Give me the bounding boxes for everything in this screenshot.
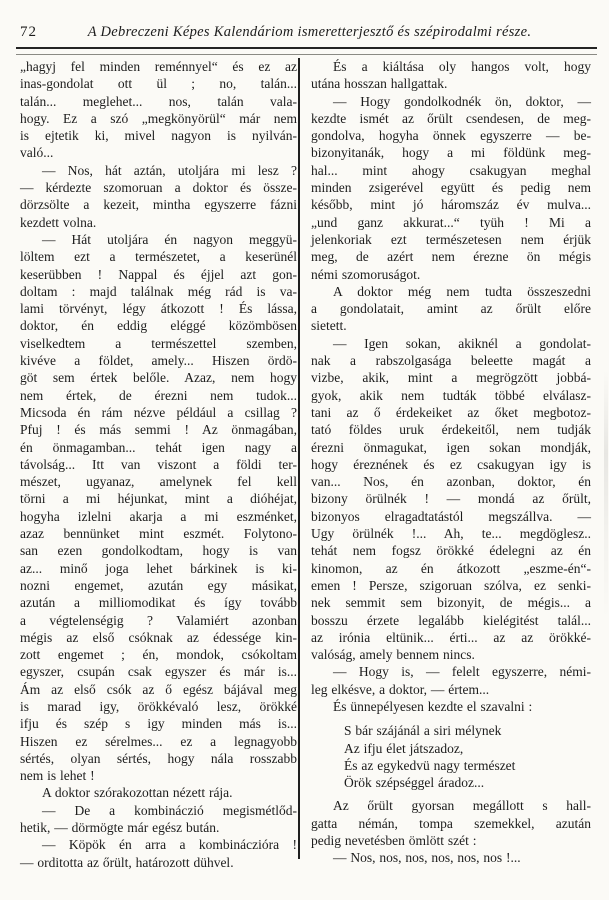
text-line: utána hosszan hallgattak. (311, 76, 448, 92)
text-line: hogy éreznének és ez csakugyan igy is (311, 456, 591, 472)
text-line: A doktor még nem tudta összeszedni (333, 283, 591, 299)
right-column (300, 58, 591, 867)
text-line: löltem ezt a természetet, a keserünél (20, 249, 297, 265)
text-line: törni a mi héjunkat, mint a dióhéjat, (20, 491, 297, 507)
text-line: távolság... Itt van viszont a földi ter- (20, 456, 297, 472)
text-line: zott engemet ; én, mondok, csókoltam (20, 647, 297, 663)
text-line: doktor, én eddig eléggé közömbösen (20, 318, 297, 334)
text-columns (20, 58, 593, 871)
text-line: való... (20, 145, 54, 161)
text-line: nak a rabszolgasága beleette magát a (311, 353, 591, 369)
text-line: a gondolatait, amint az őrült előre (311, 301, 591, 317)
text-line: is marad igy, örökkévaló lesz, örökké (20, 698, 297, 714)
text-line: inas-gondolat ott ül ; no, talán... (20, 76, 297, 92)
paragraph (311, 58, 591, 93)
text-line: sietett. (311, 318, 347, 334)
text-line: nem is lehet ! (20, 768, 95, 784)
text-line: Hiszen ez sérelmes... ez a legnagyobb (20, 733, 297, 749)
text-line: minden zsigerével együtt és pedig nem (311, 180, 591, 196)
text-line: — Hogy gondolkodnék ön, doktor, — (333, 93, 591, 109)
text-line: mégis az első csóknak az édessége kin- (20, 629, 297, 645)
text-line: gyok, akik nem tudták többé elválasz- (311, 387, 591, 403)
text-line: bosszu érzete legalább kielégitést talál... (311, 612, 591, 628)
text-line: viselkedtem a természettel szemben, (20, 335, 297, 351)
paragraph (311, 797, 591, 849)
text-line: bizonyitanák, hogy a mi földünk meg- (311, 145, 591, 161)
text-line: később, mint jó háromszáz év mulva... (311, 197, 591, 213)
text-line: hogy. Ez a szó „megkönyörül“ már nem (20, 110, 297, 126)
text-line: gondolva, hogyha önnek egyszerre — be- (311, 128, 591, 144)
paragraph (20, 784, 297, 801)
text-line: Ám az első csók az ő egész bájával meg (20, 681, 297, 697)
text-line: — Nos, hát aztán, utoljára mi lesz ? (42, 162, 297, 178)
text-line: Pfuj ! és más semmi ! Az önmagában, (20, 422, 297, 438)
text-line: És a kiáltása oly hangos volt, hogy (333, 59, 591, 74)
paragraph (311, 335, 591, 664)
page-number: 72 (20, 24, 37, 40)
paragraph (20, 836, 297, 871)
text-line: a végtelenségig ? Valamiért azonban (20, 612, 297, 628)
text-line: — De a kombináczió megismétlőd- (42, 802, 297, 818)
running-title: A Debreczeni Képes Kalendáriom ismeretterjesztő és szépirodalmi része. (87, 24, 532, 40)
text-line: meg, de azért nem érezne ön mégis (311, 249, 591, 265)
text-line: — kérdezte szomoruan a doktor és össze- (20, 180, 297, 196)
text-line: S bár szájánál a siri mélynek (344, 723, 502, 739)
text-line: ifju és szép s igy minden más is... (20, 716, 297, 732)
text-line: bizonyos elragadtatástól megszállva. — (311, 508, 591, 524)
text-line: „und ganz akkurat...“ tyüh ! Mi a (311, 214, 591, 230)
text-line: — orditotta az őrült, határozott dühvel. (20, 854, 234, 870)
text-line: Az ifju élet játszadoz, (344, 740, 464, 756)
text-line: azaz bennünket mint eszmét. Folytono- (20, 526, 297, 542)
text-line: talán... meglehet... nos, talán vala- (20, 93, 297, 109)
text-line: sértés, olyan sértés, hogy nála rosszabb (20, 750, 297, 766)
text-line: tani az ő érdekeiket az őket megbotoz- (311, 404, 591, 420)
text-line: san ezen gondolkodtam, hogy is van (20, 543, 297, 559)
paragraph (20, 802, 297, 837)
text-line: — Köpök én arra a kombináczióra ! (42, 837, 297, 853)
text-line: És ünnepélyesen kezdte el szavalni : (333, 698, 533, 714)
text-line: emen ! Persze, szigoruan szólva, ez senki- (311, 577, 591, 593)
paragraph (20, 162, 297, 231)
scan-artifact (604, 370, 608, 620)
text-line: én önmagamban... tehát igen nagy a (20, 439, 297, 455)
text-line: az irónia eltünik... érti... az az örökké- (311, 629, 591, 645)
paragraph (20, 231, 297, 785)
verse-paragraph (311, 722, 591, 791)
text-line: az... minő joga lehet bárkinek is ki- (20, 560, 297, 576)
text-line: vizbe, akik, mint a megrögzött jobbá- (311, 370, 591, 386)
paragraph (20, 58, 297, 162)
text-line: hogyha izlelni akarja a mi eszménket, (20, 508, 297, 524)
text-line: is ejtetik ki, mivel nagyon is nyilván- (20, 128, 297, 144)
text-line: — Hogy is, — felelt egyszerre, némi- (333, 664, 591, 680)
text-line: Micsoda én rám nézve például a csillag ? (20, 404, 297, 420)
text-line: bizony örülnék ! — mondá az őrült, (311, 491, 591, 507)
text-line: — Hát utoljára én nagyon meggyü- (42, 231, 297, 247)
text-line: nem értek, de érezni nem tudok... (20, 387, 297, 403)
text-line: nozni engemet, azután egy másikat, (20, 577, 297, 593)
text-line: gatta némán, tompa szemekkel, azután (311, 815, 591, 831)
text-line: — Nos, nos, nos, nos, nos, nos !... (333, 850, 521, 866)
text-line: pedig nevetésben ömlött szét : (311, 833, 477, 849)
text-line: Örök szépséggel áradoz... (344, 775, 485, 791)
text-line: dörzsölte a kezeit, mintha egyszerre fázni (20, 197, 297, 213)
text-line: kezdett volna. (20, 214, 97, 230)
text-line: kinomon, az én átkozott „eszme-én“- (311, 560, 591, 576)
text-line: kivéve a földet, amely... Hiszen ördö- (20, 353, 297, 369)
text-line: nek semmit sem bizonyit, de mégis... a (311, 595, 591, 611)
paragraph (311, 283, 591, 335)
page-header (20, 24, 589, 44)
text-line: van... Nos, én azonban, doktor, én (311, 474, 591, 490)
header-rule (16, 47, 597, 55)
left-column (20, 58, 297, 871)
paragraph (311, 698, 591, 715)
text-line: A doktor szórakozottan nézett rája. (42, 785, 233, 801)
text-line: És az egykedvü nagy természet (344, 757, 516, 773)
text-line: leg elkésve, a doktor, — értem... (311, 681, 490, 697)
text-line: göt sem értek belőle. Azaz, nem hogy (20, 370, 297, 386)
text-line: doltam : majd találnak még rád is va- (20, 283, 297, 299)
paragraph (311, 849, 591, 866)
text-line: Ugy örülnék !... Ah, te... megdöglesz.. (311, 526, 591, 542)
text-line: mészet, ugyanaz, amelynek fel kell (20, 474, 297, 490)
text-line: hetik, — dörmögte már egész bután. (20, 820, 220, 836)
text-line: jelenkoriak ezt természetesen nem érjük (311, 231, 591, 247)
paragraph (311, 93, 591, 283)
text-line: hal... mint ahogy csakugyan meghal (311, 162, 591, 178)
text-line: valóság, amely bennem nincs. (311, 647, 475, 663)
text-line: keserübben ! Nappal és éjjel azt gon- (20, 266, 297, 282)
text-line: Az őrült gyorsan megállott s hall- (333, 798, 591, 814)
text-line: „hagyj fel minden reménnyel“ és ez az (20, 59, 297, 74)
text-line: — Igen sokan, akiknél a gondolat- (333, 335, 591, 351)
text-line: tató földes uruk érdekeitől, nem tudják (311, 422, 591, 438)
text-line: kezdte ismét az őrült csendesen, de meg- (311, 110, 591, 126)
text-line: némi szomoruságot. (311, 266, 421, 282)
text-line: tehát nem fogsz örökké édelegni az én (311, 543, 591, 559)
text-line: egyszer, csupán csak egyszer és már is... (20, 664, 297, 680)
text-line: azután a milliomodikat és így tovább (20, 595, 297, 611)
text-line: érezni önmagukat, igen sokan mondják, (311, 439, 591, 455)
text-line: lami törvényt, légy átkozott ! És lássa, (20, 301, 297, 317)
paragraph (311, 663, 591, 698)
